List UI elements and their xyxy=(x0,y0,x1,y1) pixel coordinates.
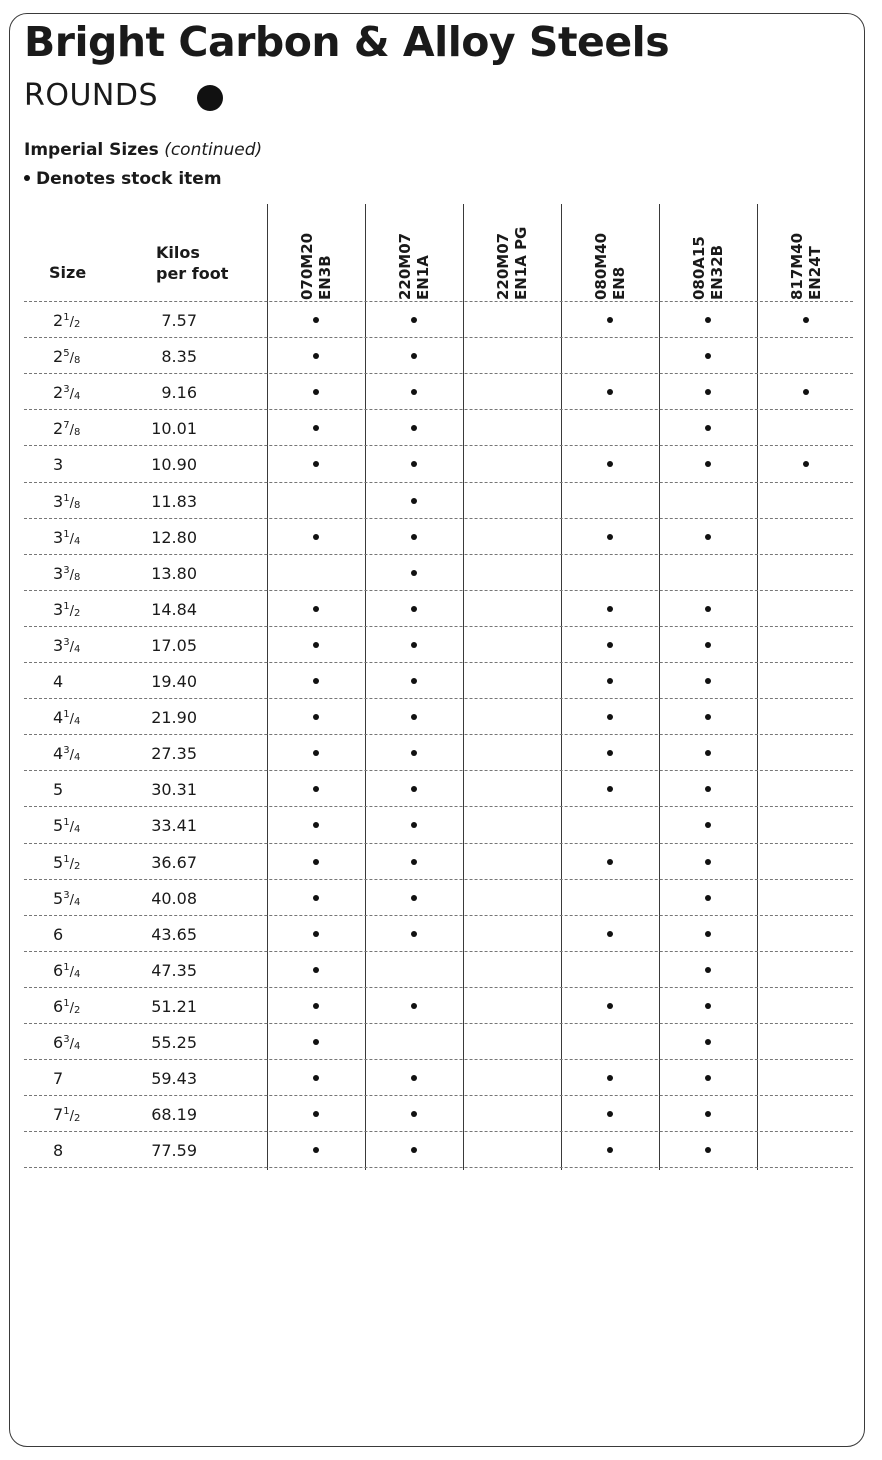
size-cell xyxy=(53,780,63,799)
grade-header xyxy=(365,204,463,300)
size-whole: 4 xyxy=(53,672,64,691)
stock-dot-icon xyxy=(607,606,613,612)
size-cell xyxy=(53,1141,63,1160)
stock-legend xyxy=(24,169,222,189)
size-numerator: 1 xyxy=(63,853,70,865)
stock-dot-icon xyxy=(705,606,711,612)
size-numerator: 3 xyxy=(63,1034,70,1045)
header-kilos-line2: per foot xyxy=(156,264,229,283)
size-cell xyxy=(53,1033,80,1052)
size-whole: 6 xyxy=(53,924,64,944)
imperial-note: (continued) xyxy=(164,140,263,160)
size-denominator: 2 xyxy=(73,860,81,872)
stock-dot-icon xyxy=(313,425,319,431)
stock-dot-icon xyxy=(313,786,319,792)
size-whole: 5 xyxy=(53,816,64,836)
size-whole: 3 xyxy=(53,455,64,475)
size-denominator: 4 xyxy=(73,896,81,908)
table-row xyxy=(0,663,882,699)
stock-dot-icon xyxy=(411,786,417,792)
table-row xyxy=(0,338,882,374)
table-row xyxy=(0,699,882,735)
stock-dot-icon xyxy=(705,534,711,540)
stock-dot-icon xyxy=(705,1147,711,1153)
stock-dot-icon xyxy=(607,534,613,540)
table-row xyxy=(0,1024,882,1060)
kilos-cell: 21.90 xyxy=(151,708,197,728)
fraction-slash: / xyxy=(69,423,74,439)
size-numerator: 1 xyxy=(63,961,70,973)
stock-dot-icon xyxy=(411,750,417,756)
grade-en: EN1A xyxy=(414,255,432,300)
fraction-slash: / xyxy=(69,315,74,330)
size-whole: 2 xyxy=(53,347,64,367)
stock-dot-icon xyxy=(705,678,711,684)
size-denominator: 4 xyxy=(73,824,81,836)
size-denominator: 4 xyxy=(73,391,81,403)
header-kilos-line1: Kilos xyxy=(156,243,200,262)
table-row xyxy=(0,844,882,880)
stock-dot-icon xyxy=(313,534,319,540)
stock-dot-icon xyxy=(607,317,613,323)
stock-dot-icon xyxy=(607,678,613,684)
size-numerator: 1 xyxy=(63,1106,70,1118)
kilos-cell: 77.59 xyxy=(151,1141,197,1161)
size-denominator: 4 xyxy=(73,535,81,547)
size-numerator: 3 xyxy=(63,564,70,576)
size-cell xyxy=(53,564,80,583)
kilos-cell: 9.16 xyxy=(161,383,197,403)
kilos-cell: 59.43 xyxy=(151,1069,197,1089)
stock-dot-icon xyxy=(313,859,319,865)
size-whole: 6 xyxy=(53,1033,64,1052)
kilos-cell: 40.08 xyxy=(151,888,197,908)
size-whole: 4 xyxy=(53,708,64,728)
stock-dot-icon xyxy=(313,606,319,612)
size-denominator: 8 xyxy=(73,355,81,367)
size-cell xyxy=(53,311,80,330)
size-cell xyxy=(53,816,80,835)
grade-en: EN8 xyxy=(610,266,628,300)
size-cell xyxy=(53,383,80,402)
kilos-cell: 8.35 xyxy=(161,347,197,367)
stock-dot-icon xyxy=(607,1111,613,1117)
stock-dot-icon xyxy=(411,895,417,901)
size-whole: 5 xyxy=(53,780,64,800)
size-denominator: 8 xyxy=(73,427,81,439)
fraction-slash: / xyxy=(69,712,74,728)
size-numerator: 5 xyxy=(63,348,70,360)
size-cell xyxy=(53,528,80,547)
stock-dot-icon xyxy=(411,1075,417,1081)
fraction-slash: / xyxy=(69,964,74,980)
stock-dot-icon xyxy=(411,353,417,359)
size-cell xyxy=(53,636,80,655)
size-whole: 6 xyxy=(53,960,64,980)
table-row xyxy=(0,988,882,1024)
table-row xyxy=(0,519,882,555)
fraction-slash: / xyxy=(69,531,74,547)
grade-en: EN1A PG xyxy=(512,226,530,300)
size-cell xyxy=(53,925,63,944)
stock-dot-icon xyxy=(313,822,319,828)
kilos-cell: 33.41 xyxy=(151,816,197,836)
stock-dot-icon xyxy=(313,1075,319,1081)
section-marker-dot xyxy=(197,85,223,111)
grade-en: EN24T xyxy=(806,246,824,300)
stock-dot-icon xyxy=(411,859,417,865)
size-whole: 4 xyxy=(53,744,64,764)
section-subtitle: ROUNDS xyxy=(24,78,159,113)
stock-dot-icon xyxy=(607,1003,613,1009)
table-row xyxy=(0,591,882,627)
table-row xyxy=(0,952,882,988)
stock-dot-icon xyxy=(803,317,809,323)
grade-header-label xyxy=(690,220,726,300)
kilos-cell: 12.80 xyxy=(151,527,197,547)
stock-dot-icon xyxy=(705,1075,711,1081)
size-numerator: 3 xyxy=(63,745,70,757)
stock-dot-icon xyxy=(411,642,417,648)
grade-code: 080M40 xyxy=(592,232,610,300)
table-row xyxy=(0,1060,882,1096)
stock-dot-icon xyxy=(705,967,711,973)
stock-dot-icon xyxy=(705,425,711,431)
grade-header-label xyxy=(396,220,432,300)
kilos-cell: 7.57 xyxy=(161,311,197,330)
size-whole: 7 xyxy=(53,1105,64,1125)
table-row xyxy=(0,1132,882,1168)
fraction-slash: / xyxy=(69,1109,74,1125)
size-whole: 3 xyxy=(53,527,64,547)
kilos-cell: 11.83 xyxy=(151,491,197,511)
stock-dot-icon xyxy=(411,1147,417,1153)
kilos-cell: 30.31 xyxy=(151,780,197,800)
fraction-slash: / xyxy=(69,495,74,511)
size-cell xyxy=(53,889,80,908)
page-title: Bright Carbon & Alloy Steels xyxy=(24,18,670,66)
table-row xyxy=(0,555,882,591)
size-numerator: 1 xyxy=(63,528,70,540)
stock-dot-icon xyxy=(705,895,711,901)
fraction-slash: / xyxy=(69,387,74,403)
size-denominator: 4 xyxy=(73,968,81,980)
grade-header xyxy=(757,204,855,300)
size-numerator: 3 xyxy=(63,636,70,648)
imperial-sizes-label xyxy=(24,140,262,160)
kilos-cell: 51.21 xyxy=(151,996,197,1016)
size-whole: 2 xyxy=(53,311,64,330)
table-row xyxy=(0,916,882,952)
stock-dot-icon xyxy=(607,1147,613,1153)
stock-dot-icon xyxy=(313,317,319,323)
size-numerator: 1 xyxy=(63,997,70,1009)
grade-header xyxy=(659,204,757,300)
stock-dot-icon xyxy=(313,967,319,973)
stock-dot-icon xyxy=(607,931,613,937)
stock-dot-icon xyxy=(313,1111,319,1117)
stock-dot-icon xyxy=(705,931,711,937)
size-whole: 6 xyxy=(53,996,64,1016)
size-whole: 3 xyxy=(53,599,64,619)
stock-dot-icon xyxy=(411,1111,417,1117)
table-row xyxy=(0,807,882,843)
grade-header-label xyxy=(788,220,824,300)
table-row xyxy=(0,735,882,771)
kilos-cell: 68.19 xyxy=(151,1105,197,1125)
stock-dot-icon xyxy=(705,317,711,323)
stock-dot-icon xyxy=(705,461,711,467)
stock-dot-icon xyxy=(607,859,613,865)
grade-code: 817M40 xyxy=(788,232,806,300)
kilos-cell: 47.35 xyxy=(151,960,197,980)
bullet-icon xyxy=(24,175,30,181)
size-numerator: 7 xyxy=(63,420,70,432)
stock-dot-icon xyxy=(411,461,417,467)
size-whole: 3 xyxy=(53,491,64,511)
table-row xyxy=(0,410,882,446)
stock-dot-icon xyxy=(411,498,417,504)
grade-code: 220M07 xyxy=(494,232,512,300)
stock-dot-icon xyxy=(411,1003,417,1009)
stock-dot-icon xyxy=(607,786,613,792)
table-row xyxy=(0,771,882,807)
table-row xyxy=(0,627,882,663)
stock-dot-icon xyxy=(313,1147,319,1153)
size-cell xyxy=(53,853,80,872)
grade-header-label xyxy=(298,220,334,300)
stock-dot-icon xyxy=(411,534,417,540)
grade-code: 220M07 xyxy=(396,232,414,300)
stock-dot-icon xyxy=(705,1003,711,1009)
stock-dot-icon xyxy=(607,750,613,756)
stock-dot-icon xyxy=(705,1111,711,1117)
size-numerator: 1 xyxy=(63,817,70,829)
grade-header-label xyxy=(494,220,530,300)
fraction-slash: / xyxy=(69,567,74,583)
size-whole: 2 xyxy=(53,419,64,439)
grade-header-label xyxy=(592,220,628,300)
size-cell xyxy=(53,1069,63,1088)
size-cell xyxy=(53,455,63,474)
size-denominator: 4 xyxy=(73,716,81,728)
fraction-slash: / xyxy=(69,351,74,367)
table-row xyxy=(0,302,882,338)
grade-header xyxy=(463,204,561,300)
size-cell xyxy=(53,997,80,1016)
stock-dot-icon xyxy=(313,714,319,720)
fraction-slash: / xyxy=(69,748,74,764)
stock-dot-icon xyxy=(803,461,809,467)
kilos-cell: 10.01 xyxy=(151,419,197,439)
size-cell xyxy=(53,744,80,763)
table-row xyxy=(0,446,882,482)
size-cell xyxy=(53,419,80,438)
size-denominator: 4 xyxy=(73,1041,81,1052)
fraction-slash: / xyxy=(69,892,74,908)
size-denominator: 2 xyxy=(73,319,81,330)
stock-dot-icon xyxy=(705,822,711,828)
stock-dot-icon xyxy=(411,714,417,720)
stock-dot-icon xyxy=(411,931,417,937)
size-denominator: 2 xyxy=(73,1004,81,1016)
stock-dot-icon xyxy=(313,1003,319,1009)
stock-dot-icon xyxy=(705,714,711,720)
size-denominator: 2 xyxy=(73,1113,81,1125)
kilos-cell: 36.67 xyxy=(151,852,197,872)
fraction-slash: / xyxy=(69,639,74,655)
table-row xyxy=(0,880,882,916)
header-kilos xyxy=(156,242,228,284)
stock-dot-icon xyxy=(313,931,319,937)
stock-dot-icon xyxy=(607,1075,613,1081)
size-whole: 7 xyxy=(53,1069,64,1089)
size-cell xyxy=(53,961,80,980)
size-numerator: 1 xyxy=(63,312,70,323)
size-denominator: 2 xyxy=(73,607,81,619)
kilos-cell: 55.25 xyxy=(151,1033,197,1052)
size-numerator: 3 xyxy=(63,384,70,396)
stock-dot-icon xyxy=(411,606,417,612)
kilos-cell: 10.90 xyxy=(151,455,197,475)
size-whole: 3 xyxy=(53,635,64,655)
kilos-cell: 19.40 xyxy=(151,672,197,691)
grade-code: 080A15 xyxy=(690,236,708,300)
size-denominator: 8 xyxy=(73,571,81,583)
stock-dot-icon xyxy=(313,353,319,359)
fraction-slash: / xyxy=(69,856,74,872)
stock-dot-icon xyxy=(313,895,319,901)
stock-dot-icon xyxy=(313,1039,319,1045)
fraction-slash: / xyxy=(69,1037,74,1052)
size-cell xyxy=(53,492,80,511)
stock-dot-icon xyxy=(313,461,319,467)
size-cell xyxy=(53,672,63,691)
stock-dot-icon xyxy=(313,389,319,395)
stock-dot-icon xyxy=(313,750,319,756)
size-cell xyxy=(53,347,80,366)
size-numerator: 1 xyxy=(63,600,70,612)
kilos-cell: 13.80 xyxy=(151,563,197,583)
stock-dot-icon xyxy=(705,389,711,395)
size-denominator: 4 xyxy=(73,752,81,764)
size-whole: 5 xyxy=(53,888,64,908)
size-whole: 8 xyxy=(53,1141,64,1161)
stock-dot-icon xyxy=(313,678,319,684)
stock-dot-icon xyxy=(705,353,711,359)
fraction-slash: / xyxy=(69,820,74,836)
stock-dot-icon xyxy=(411,317,417,323)
kilos-cell: 43.65 xyxy=(151,924,197,944)
stock-dot-icon xyxy=(705,750,711,756)
imperial-label: Imperial Sizes xyxy=(24,140,159,160)
stock-dot-icon xyxy=(607,461,613,467)
stock-dot-icon xyxy=(705,642,711,648)
size-numerator: 1 xyxy=(63,492,70,504)
size-denominator: 8 xyxy=(73,499,81,511)
size-cell xyxy=(53,1105,80,1124)
grade-en: EN3B xyxy=(316,255,334,300)
grade-en: EN32B xyxy=(708,244,726,300)
size-cell xyxy=(53,708,80,727)
stock-dot-icon xyxy=(705,1039,711,1045)
grade-header xyxy=(267,204,365,300)
stock-dot-icon xyxy=(705,786,711,792)
size-whole: 2 xyxy=(53,383,64,403)
stock-dot-icon xyxy=(313,642,319,648)
size-numerator: 3 xyxy=(63,889,70,901)
stock-dot-icon xyxy=(411,570,417,576)
table-row xyxy=(0,374,882,410)
size-whole: 3 xyxy=(53,563,64,583)
stock-dot-icon xyxy=(803,389,809,395)
stock-dot-icon xyxy=(411,678,417,684)
table-row xyxy=(0,1096,882,1132)
stock-dot-icon xyxy=(411,822,417,828)
kilos-cell: 27.35 xyxy=(151,744,197,764)
fraction-slash: / xyxy=(69,1000,74,1016)
stock-dot-icon xyxy=(411,389,417,395)
stock-dot-icon xyxy=(705,859,711,865)
stock-dot-icon xyxy=(411,425,417,431)
grade-header xyxy=(561,204,659,300)
stock-dot-icon xyxy=(607,642,613,648)
size-numerator: 1 xyxy=(63,709,70,721)
table-row xyxy=(0,483,882,519)
header-size: Size xyxy=(49,263,87,282)
size-denominator: 4 xyxy=(73,643,81,655)
grade-code: 070M20 xyxy=(298,232,316,300)
stock-dot-icon xyxy=(607,389,613,395)
size-cell xyxy=(53,600,80,619)
stock-dot-icon xyxy=(607,714,613,720)
kilos-cell: 14.84 xyxy=(151,599,197,619)
size-whole: 5 xyxy=(53,852,64,872)
legend-text: Denotes stock item xyxy=(36,169,222,189)
fraction-slash: / xyxy=(69,603,74,619)
kilos-cell: 17.05 xyxy=(151,635,197,655)
